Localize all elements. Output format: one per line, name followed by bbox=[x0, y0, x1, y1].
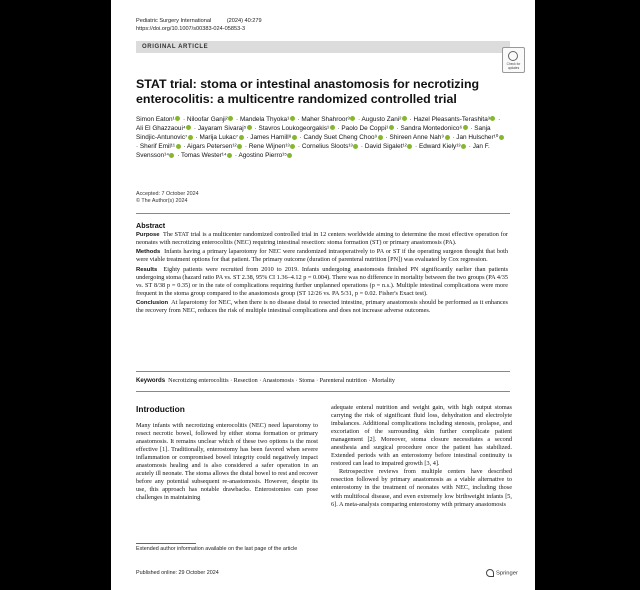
abstract-conclusion: Conclusion At laparotomy for NEC, when there is no disease distal to resected intestine, primary anastomosis should be performed as it enhances the recovery from NEC, reduces the risk of multiple intestinal complications and does not increase adverse outcomes. bbox=[136, 299, 508, 315]
volume-info: (2024) 40:279 bbox=[226, 18, 262, 24]
orcid-icon[interactable] bbox=[389, 125, 394, 130]
orcid-icon[interactable] bbox=[188, 135, 193, 140]
orcid-icon[interactable] bbox=[176, 144, 181, 149]
article-dates bbox=[136, 191, 199, 206]
update-ring-icon bbox=[508, 51, 518, 61]
abstract-methods: Methods Infants having a primary laparotomy for NEC were randomized intraoperatively to PA or ST if the operating surgeon thought that both were viable treatment options for that patient. The primary outcome (duration of parenteral nutrition [PN]) was evaluated by Cox regression. bbox=[136, 248, 508, 264]
author-name[interactable]: David Sigalet¹² bbox=[364, 143, 407, 151]
publisher-name: Springer bbox=[496, 570, 518, 577]
doi-link[interactable]: https://doi.org/10.1007/s00383-024-05853-3 bbox=[136, 26, 246, 32]
orcid-icon[interactable] bbox=[239, 135, 244, 140]
author-name[interactable]: Stavros Loukogeorgakis¹ bbox=[258, 125, 330, 133]
author-name[interactable]: Jayaram Sivaraj⁵ bbox=[197, 125, 247, 133]
orcid-icon[interactable] bbox=[402, 116, 407, 121]
copyright: © The Author(s) 2024 bbox=[136, 198, 188, 205]
paper-page bbox=[111, 0, 535, 590]
article-type-banner bbox=[136, 41, 510, 53]
orcid-icon[interactable] bbox=[237, 144, 242, 149]
orcid-icon[interactable] bbox=[445, 135, 450, 140]
author-list: Simon Eaton¹ · Niloofar Ganji² · Mandela Thyoka¹ · Maher Shahroor³ · Augusto Zani² · Hazel Pleasants-Terashita³ · Ali El Ghazzaoui⁴ · Jayaram Sivaraj⁵ · Stavros Loukogeorgakis¹ · Paolo De Coppi¹ · Sandra Montedonico⁶ · Sanja Sindjic-Antunovic⁷ · Marija Lukac⁷ · James Hamill⁸ · Candy Suet Cheng Choo⁹ · Shireen Anne Nah⁹ · Jan Hulscher¹⁰ · Sherif Emil¹¹ · Aigars Petersen¹² · Rene Wijnen¹³ · Cornelius Sloots¹³ · David Sigalet¹² · Edward Kiely¹³ · Jan F. Svensson¹⁴ · Tomas Wester¹⁴ · Agostino Pierro¹⁵ bbox=[136, 115, 508, 160]
orcid-icon[interactable] bbox=[353, 144, 358, 149]
author-name[interactable]: Simon Eaton¹ bbox=[136, 116, 175, 123]
author-name[interactable]: Cornelius Sloots¹³ bbox=[301, 143, 353, 151]
introduction-heading: Introduction bbox=[136, 404, 185, 414]
keywords-text: Necrotizing enterocolitis · Resection · Anastomosis · Stoma · Parenteral nutrition · Mortality bbox=[168, 378, 395, 384]
author-name[interactable]: Niloofar Ganji² bbox=[186, 116, 228, 123]
author-name[interactable]: Paolo De Coppi¹ bbox=[341, 125, 389, 133]
author-name[interactable]: Tomas Wester¹⁴ bbox=[181, 152, 227, 160]
author-name[interactable]: Mandela Thyoka¹ bbox=[239, 116, 290, 123]
intro-right-column bbox=[331, 404, 512, 509]
journal-header bbox=[136, 18, 262, 24]
keywords bbox=[136, 377, 508, 384]
orcid-icon[interactable] bbox=[499, 135, 504, 140]
orcid-icon[interactable] bbox=[247, 125, 252, 130]
intro-left-column bbox=[136, 422, 318, 502]
keywords-label: Keywords bbox=[136, 377, 166, 384]
author-name[interactable]: Marija Lukac⁷ bbox=[199, 134, 239, 142]
author-name[interactable]: Aigars Petersen¹² bbox=[186, 143, 237, 151]
badge-line2: updates bbox=[507, 65, 520, 70]
author-name[interactable]: Hazel Pleasants-Terashita³ bbox=[413, 116, 490, 123]
author-name[interactable]: Candy Suet Cheng Choo⁹ bbox=[303, 134, 378, 142]
abstract-heading: Abstract bbox=[136, 221, 166, 230]
orcid-icon[interactable] bbox=[330, 125, 335, 130]
author-name[interactable]: Sanja Sindjic-Antunovic⁷ bbox=[136, 125, 491, 142]
orcid-icon[interactable] bbox=[287, 153, 292, 158]
divider bbox=[136, 371, 510, 372]
intro-paragraph: Retrospective reviews from multiple centers have described resection followed by primary anastomosis as a viable alternative to enterostomy in the treatment of neonates with NEC, including those with multifocal disease, and even extremely low birthweight infants [5, 6]. A meta-analysis comparing enterostomy with primary anastomosis bbox=[331, 468, 512, 508]
orcid-icon[interactable] bbox=[186, 125, 191, 130]
author-name[interactable]: Ali El Ghazzaoui⁴ bbox=[136, 125, 186, 133]
published-date: Published online: 29 October 2024 bbox=[136, 570, 219, 576]
article-type-label: ORIGINAL ARTICLE bbox=[142, 43, 209, 50]
orcid-icon[interactable] bbox=[350, 116, 355, 121]
author-name[interactable]: Edward Kiely¹³ bbox=[418, 143, 461, 151]
springer-horse-icon bbox=[486, 569, 494, 577]
author-name[interactable]: Shireen Anne Nah⁹ bbox=[389, 134, 445, 142]
author-name[interactable]: Maher Shahroor³ bbox=[301, 116, 350, 123]
author-name[interactable]: James Hamill⁸ bbox=[250, 134, 292, 142]
author-name[interactable]: Sherif Emil¹¹ bbox=[139, 143, 176, 151]
author-name[interactable]: Rene Wijnen¹³ bbox=[248, 143, 290, 151]
abstract-purpose: Purpose The STAT trial is a multicenter randomized controlled trial in 12 centers worldwide aiming to determine the most effective operation for neonates with necrotizing enterocolitis (NEC) requiring intestinal resection: stoma formation (ST) or primary anastomosis (PA). bbox=[136, 231, 508, 247]
author-name[interactable]: Augusto Zani² bbox=[361, 116, 402, 123]
author-name[interactable]: Agostino Pierro¹⁵ bbox=[238, 152, 287, 160]
article-title: STAT trial: stoma or intestinal anastomosis for necrotizing enterocolitis: a multicentre randomized controlled trial bbox=[136, 77, 480, 106]
orcid-icon[interactable] bbox=[463, 125, 468, 130]
orcid-icon[interactable] bbox=[169, 153, 174, 158]
accepted-date: Accepted: 7 October 2024 bbox=[136, 191, 199, 197]
orcid-icon[interactable] bbox=[378, 135, 383, 140]
intro-paragraph: adequate enteral nutrition and weight gain, with high output stomas carrying the risk of significant fluid loss, dehydration and electrolyte imbalances. Additional complications including stenosis, prolapse, and excoriation of the surrounding skin further complicate patient management [2]. Moreover, stoma closure necessitates a second anesthesia and surgical procedure once the patient has stabilized. Extended periods with an enterostomy before intestinal continuity is restored can lead to impaired growth [3, 4]. bbox=[331, 404, 512, 468]
abstract-body bbox=[136, 231, 508, 317]
author-name[interactable]: Jan Hulscher¹⁰ bbox=[456, 134, 499, 142]
orcid-icon[interactable] bbox=[407, 144, 412, 149]
footnote: Extended author information available on the last page of the article bbox=[136, 546, 298, 552]
orcid-icon[interactable] bbox=[175, 116, 180, 121]
check-for-updates-badge[interactable] bbox=[502, 47, 525, 73]
orcid-icon[interactable] bbox=[290, 144, 295, 149]
orcid-icon[interactable] bbox=[490, 116, 495, 121]
footnote-rule bbox=[136, 543, 196, 544]
divider bbox=[136, 213, 510, 214]
divider bbox=[136, 391, 510, 392]
orcid-icon[interactable] bbox=[290, 116, 295, 121]
abstract-results: Results Eighty patients were recruited from 2010 to 2019. Infants undergoing anastomosis finished PN significantly earlier than patients undergoing stoma (hazard ratio PA vs. ST 2.38, 95% CI 1.36–4.12 p = 0.004). There was no difference in mortality between the two groups (PA 4/35 vs. ST 8/38 p = 0.35) or in the rate of complications requiring further unplanned operations (p = n.s.). Multiple intestinal complications were more frequent in the stoma group compared to the anastomosis group (ST 12/26 vs. PA 5/31, p = 0.02. Fisher's Exact test). bbox=[136, 265, 509, 297]
intro-paragraph: Many infants with necrotizing enterocolitis (NEC) need laparotomy to resect necrotic bowel, followed by either stoma formation or primary anastomosis. It remains unclear which of these two options is the most effective [1]. Traditionally, enterostomy has been favored when severe inflammation or compromised bowel integrity could negatively impact anastomosis healing and is also considered a safer operation in an acutely ill neonate. The stoma allows the distal bowel to rest and recover before any potential subsequent re-anastomosis. However, despite its use, this approach has notable drawbacks. Enterostomies can pose challenges in maintaining bbox=[136, 422, 318, 502]
orcid-icon[interactable] bbox=[292, 135, 297, 140]
author-name[interactable]: Sandra Montedonico⁶ bbox=[400, 125, 463, 133]
journal-name: Pediatric Surgery International bbox=[136, 18, 212, 24]
orcid-icon[interactable] bbox=[228, 116, 233, 121]
publisher-logo bbox=[486, 569, 518, 577]
author-name[interactable]: Jan F. Svensson¹⁴ bbox=[136, 143, 490, 160]
badge-line1: Check for bbox=[506, 62, 521, 66]
orcid-icon[interactable] bbox=[227, 153, 232, 158]
orcid-icon[interactable] bbox=[461, 144, 466, 149]
